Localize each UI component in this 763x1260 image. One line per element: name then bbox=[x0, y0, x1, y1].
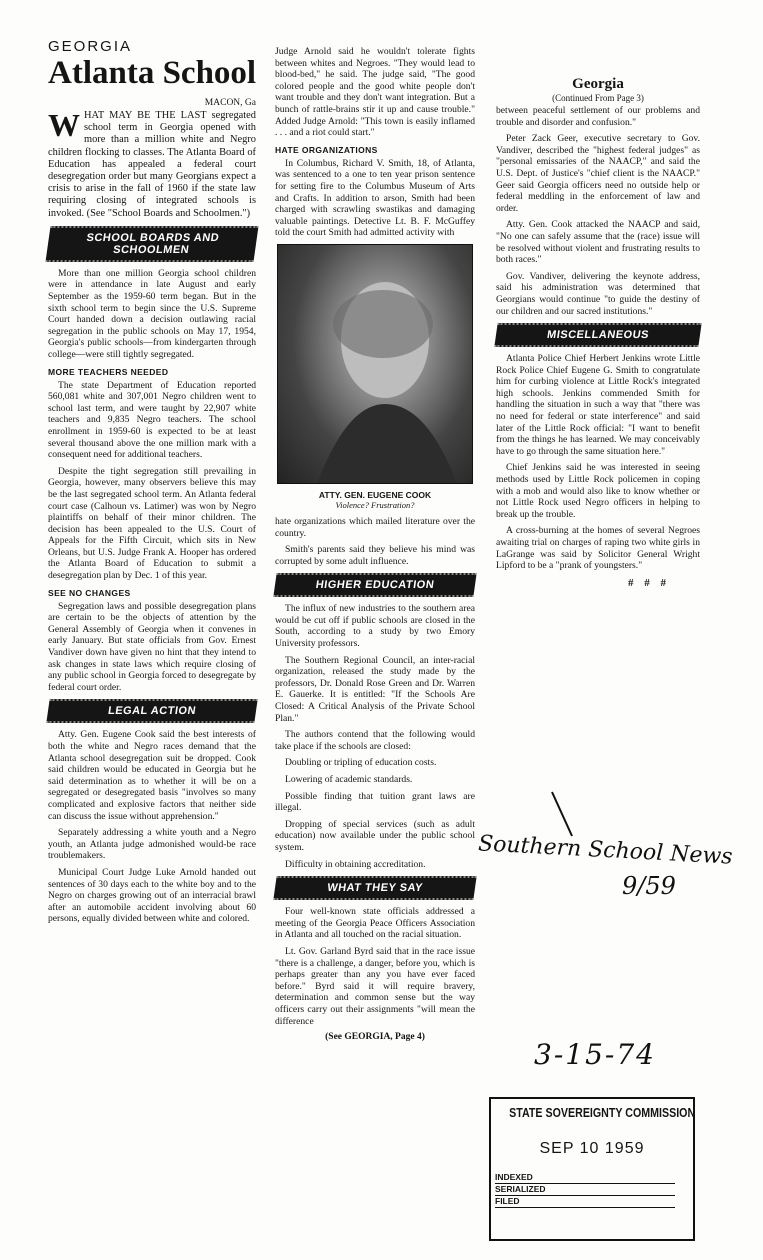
banner-legal-action: LEGAL ACTION bbox=[46, 699, 257, 723]
stamp-date: SEP 10 1959 bbox=[539, 1140, 645, 1157]
subhead-hate-organizations: HATE ORGANIZATIONS bbox=[275, 144, 378, 155]
list-item: Difficulty in obtaining accreditation. bbox=[285, 858, 426, 870]
photo-caption: ATTY. GEN. EUGENE COOK bbox=[318, 489, 432, 500]
paragraph: Chief Jenkins said he was interested in seeing methods used by Little Rock policemen in coping with a mob and would also like to know whether or not Little Rock used Negro officers in helping to break up the trouble. bbox=[496, 462, 700, 520]
column-3 bbox=[496, 76, 700, 589]
continued-reference: (See GEORGIA, Page 4) bbox=[325, 1032, 425, 1043]
paragraph: Atty. Gen. Eugene Cook said the best interests of both the white and Negro races demand that the Atlanta school desegregation suit be dropped. Cook said children would be educated in Georgia but he said determination as to whether it will be on a segregated or desegregated basis "involves so many complicated and explosive factors that neither side can discuss the issue without apprehension." bbox=[48, 729, 256, 822]
photo-eugene-cook bbox=[277, 244, 473, 484]
portrait-illustration bbox=[277, 244, 473, 484]
paragraph: Separately addressing a white youth and a Negro youth, an Atlanta judge admonished would-be race troublemakers. bbox=[48, 827, 256, 862]
section-kicker: GEORGIA bbox=[48, 38, 133, 55]
column-1 bbox=[48, 0, 256, 930]
list-item: Possible finding that tuition grant laws are illegal. bbox=[275, 790, 475, 814]
paragraph: The authors contend that the following would take place if the schools are closed: bbox=[275, 729, 475, 752]
drop-cap: W bbox=[48, 107, 80, 143]
handwritten-slash-mark bbox=[548, 790, 578, 840]
stamp-title: STATE SOVEREIGNTY COMMISSION bbox=[509, 1105, 696, 1120]
paragraph: Atty. Gen. Cook attacked the NAACP and said, "No one can safely assume that the (race) issue will be resolved without violent and frustrating results to both races." bbox=[496, 219, 700, 266]
banner-higher-education: HIGHER EDUCATION bbox=[273, 573, 476, 597]
list-item: Doubling or tripling of education costs. bbox=[285, 757, 437, 769]
subhead-see-no-changes: SEE NO CHANGES bbox=[48, 587, 131, 598]
subhead-more-teachers: MORE TEACHERS NEEDED bbox=[48, 366, 169, 377]
paragraph: A cross-burning at the homes of several Negroes awaiting trial on charges of raping two white girls in LaGrange was said by Solicitor General Wright Lipford to be a "prank of youngsters." bbox=[496, 525, 700, 572]
lead-paragraph bbox=[48, 107, 256, 220]
continued-title: Georgia bbox=[572, 76, 624, 92]
paragraph: The Southern Regional Council, an inter-racial organization, released the study made by the professors, Dr. Donald Rose Green and Dr. Warren E. Gauerke. It is entitled: "If the Schools Are Closed: A Critical Analysis of the Private School Plan." bbox=[275, 654, 475, 724]
paragraph: Lt. Gov. Garland Byrd said that in the race issue "there is a challenge, a danger, before you, which is perhaps greater than any you have ever faced before." Byrd said it will require bravery, determination and common sense but the way officers carry out their assignments "will mean the difference bbox=[275, 945, 475, 1027]
stamp-serialized-row: SERIALIZED bbox=[495, 1184, 675, 1196]
handwritten-date-note: 9/59 bbox=[622, 872, 676, 900]
paragraph: hate organizations which mailed literature over the country. bbox=[275, 515, 475, 539]
paragraph: Peter Zack Geer, executive secretary to Gov. Vandiver, described the "highest federal judges" as "personal emissaries of the NAACP," and said the U.S. Dept. of Justice's "chief client is the NAACP." Geer said Georgia officers need no outside help or federal meddling in the enforcement of law and order. bbox=[496, 133, 700, 214]
paragraph: Smith's parents said they believe his mind was corrupted by some adult influence. bbox=[275, 544, 475, 567]
handwritten-filing-date: 3-15-74 bbox=[534, 1038, 656, 1071]
banner-miscellaneous: MISCELLANEOUS bbox=[494, 323, 701, 347]
banner-school-boards: SCHOOL BOARDS AND SCHOOLMEN bbox=[45, 226, 258, 262]
paragraph: Judge Arnold said he wouldn't tolerate fights between whites and Negroes. "They would lead to blood-bed," he said. The judge said, "The good colored people and the good white people don't want trouble and they don't want integration. But a bunch of rattle-brains stir it up and cause trouble." Added Judge Arnold: "This town is easily inflamed . . . and a riot could start." bbox=[275, 46, 475, 139]
headline: Atlanta School bbox=[48, 55, 256, 91]
paragraph: Segregation laws and possible desegregation plans are certain to be the objects of attention by the General Assembly of Georgia when it convenes in early January. But state officials from Gov. Ernest Vandiver down have given no hint that they intend to ask changes in state laws which require closing of any public school in Georgia forced to desegregate by federal court order. bbox=[48, 600, 256, 693]
paragraph: Four well-known state officials addressed a meeting of the Georgia Peace Officers Association in Atlanta and all touched on the racial situation. bbox=[275, 906, 475, 941]
paragraph: Municipal Court Judge Luke Arnold handed out sentences of 30 days each to the white boy and to the Negro on charges growing out of an interracial brawl after an automobile accident involving about 60 persons, equally divided between white and colored. bbox=[48, 866, 256, 925]
continued-subtitle: (Continued From Page 3) bbox=[552, 93, 644, 103]
end-mark: # # # bbox=[628, 576, 670, 589]
list-item: Dropping of special services (such as adult education) now available under the public school system. bbox=[275, 818, 475, 853]
paragraph: The influx of new industries to the southern area would be cut off if public schools are closed in the South, according to a study by two Emory University professors. bbox=[275, 603, 475, 650]
paragraph: Gov. Vandiver, delivering the keynote address, said his administration was determined that Georgians would continue "to guide the destiny of our children and our sacred institutions." bbox=[496, 270, 700, 317]
paragraph: between peaceful settlement of our problems and trouble and disorder and confusion." bbox=[496, 105, 700, 128]
stamp-indexed-row: INDEXED bbox=[495, 1172, 675, 1184]
paragraph: More than one million Georgia school children were in attendance in late August and early September as the 1959-60 term began. But in the sixth school term to begin since the U.S. Supreme Court handed down a decision outlawing racial segregation in the public schools on May 17, 1954, Georgia's public schools—from kindergarten through college—were still tightly segregated. bbox=[48, 267, 256, 360]
lead-text: HAT MAY BE THE LAST segregated school term in Georgia opened with more than a million white and Negro children flocking to classes. The Atlanta Board of Education has appealed a federal court desegregation order but many Georgians expect a crisis to arise in the fall of 1960 if the state law requiring closing of integrated schools is invoked. (See "School Boards and Schoolmen.") bbox=[48, 110, 256, 219]
paragraph: The state Department of Education reported 560,081 white and 307,001 Negro children went to school last term, and were taught by 22,907 white teachers and 9,835 Negro teachers. The school enrollment in 1959-60 is expected to be at least several thousand above the one million mark with a consequent need for additional teachers. bbox=[48, 379, 256, 461]
list-item: Lowering of academic standards. bbox=[285, 774, 413, 785]
paragraph: In Columbus, Richard V. Smith, 18, of Atlanta, was sentenced to a one to ten year prison sentence for setting fire to the Columbus Museum of Arts and Crafts. In addition to arson, Smith had been charged with scrawling swastikas and damaging valuable paintings. Detective Lt. B. F. McGuffey told the court Smith had admitted activity with bbox=[275, 157, 475, 239]
commission-stamp bbox=[489, 1097, 695, 1241]
stamp-filed-row: FILED bbox=[495, 1196, 675, 1208]
paragraph: Despite the tight segregation still prevailing in Georgia, however, many observers believe this may be the last segregated school term. An Atlanta federal court case (Calhoun vs. Latimer) was won by Negro plaintiffs on behalf of their minor children. The decision has been appealed to the U.S. Court of Appeals for the Fifth Circuit, which sits in New Orleans, but U.S. Judge Frank A. Hooper has ordered the Atlanta Board of Education to submit a desegregation plan by Dec. 1 of this year. bbox=[48, 465, 256, 582]
column-2 bbox=[275, 46, 475, 1042]
dateline: MACON, Ga bbox=[204, 98, 256, 108]
photo-subcaption: Violence? Frustration? bbox=[335, 499, 415, 510]
handwritten-source-note: Southern School News bbox=[477, 831, 734, 870]
paragraph: Atlanta Police Chief Herbert Jenkins wrote Little Rock Police Chief Eugene G. Smith to congratulate him for curbing violence at Little Rock's integrated high schools. Jenkins commended Smith for handling the situation in such a way that "there was no need for federal or state interference" and said later of the Little Rock official: "I want to benefit from the things he has learned. We may conceivably have to go through the same situation here." bbox=[496, 353, 700, 457]
banner-what-they-say: WHAT THEY SAY bbox=[273, 876, 476, 900]
